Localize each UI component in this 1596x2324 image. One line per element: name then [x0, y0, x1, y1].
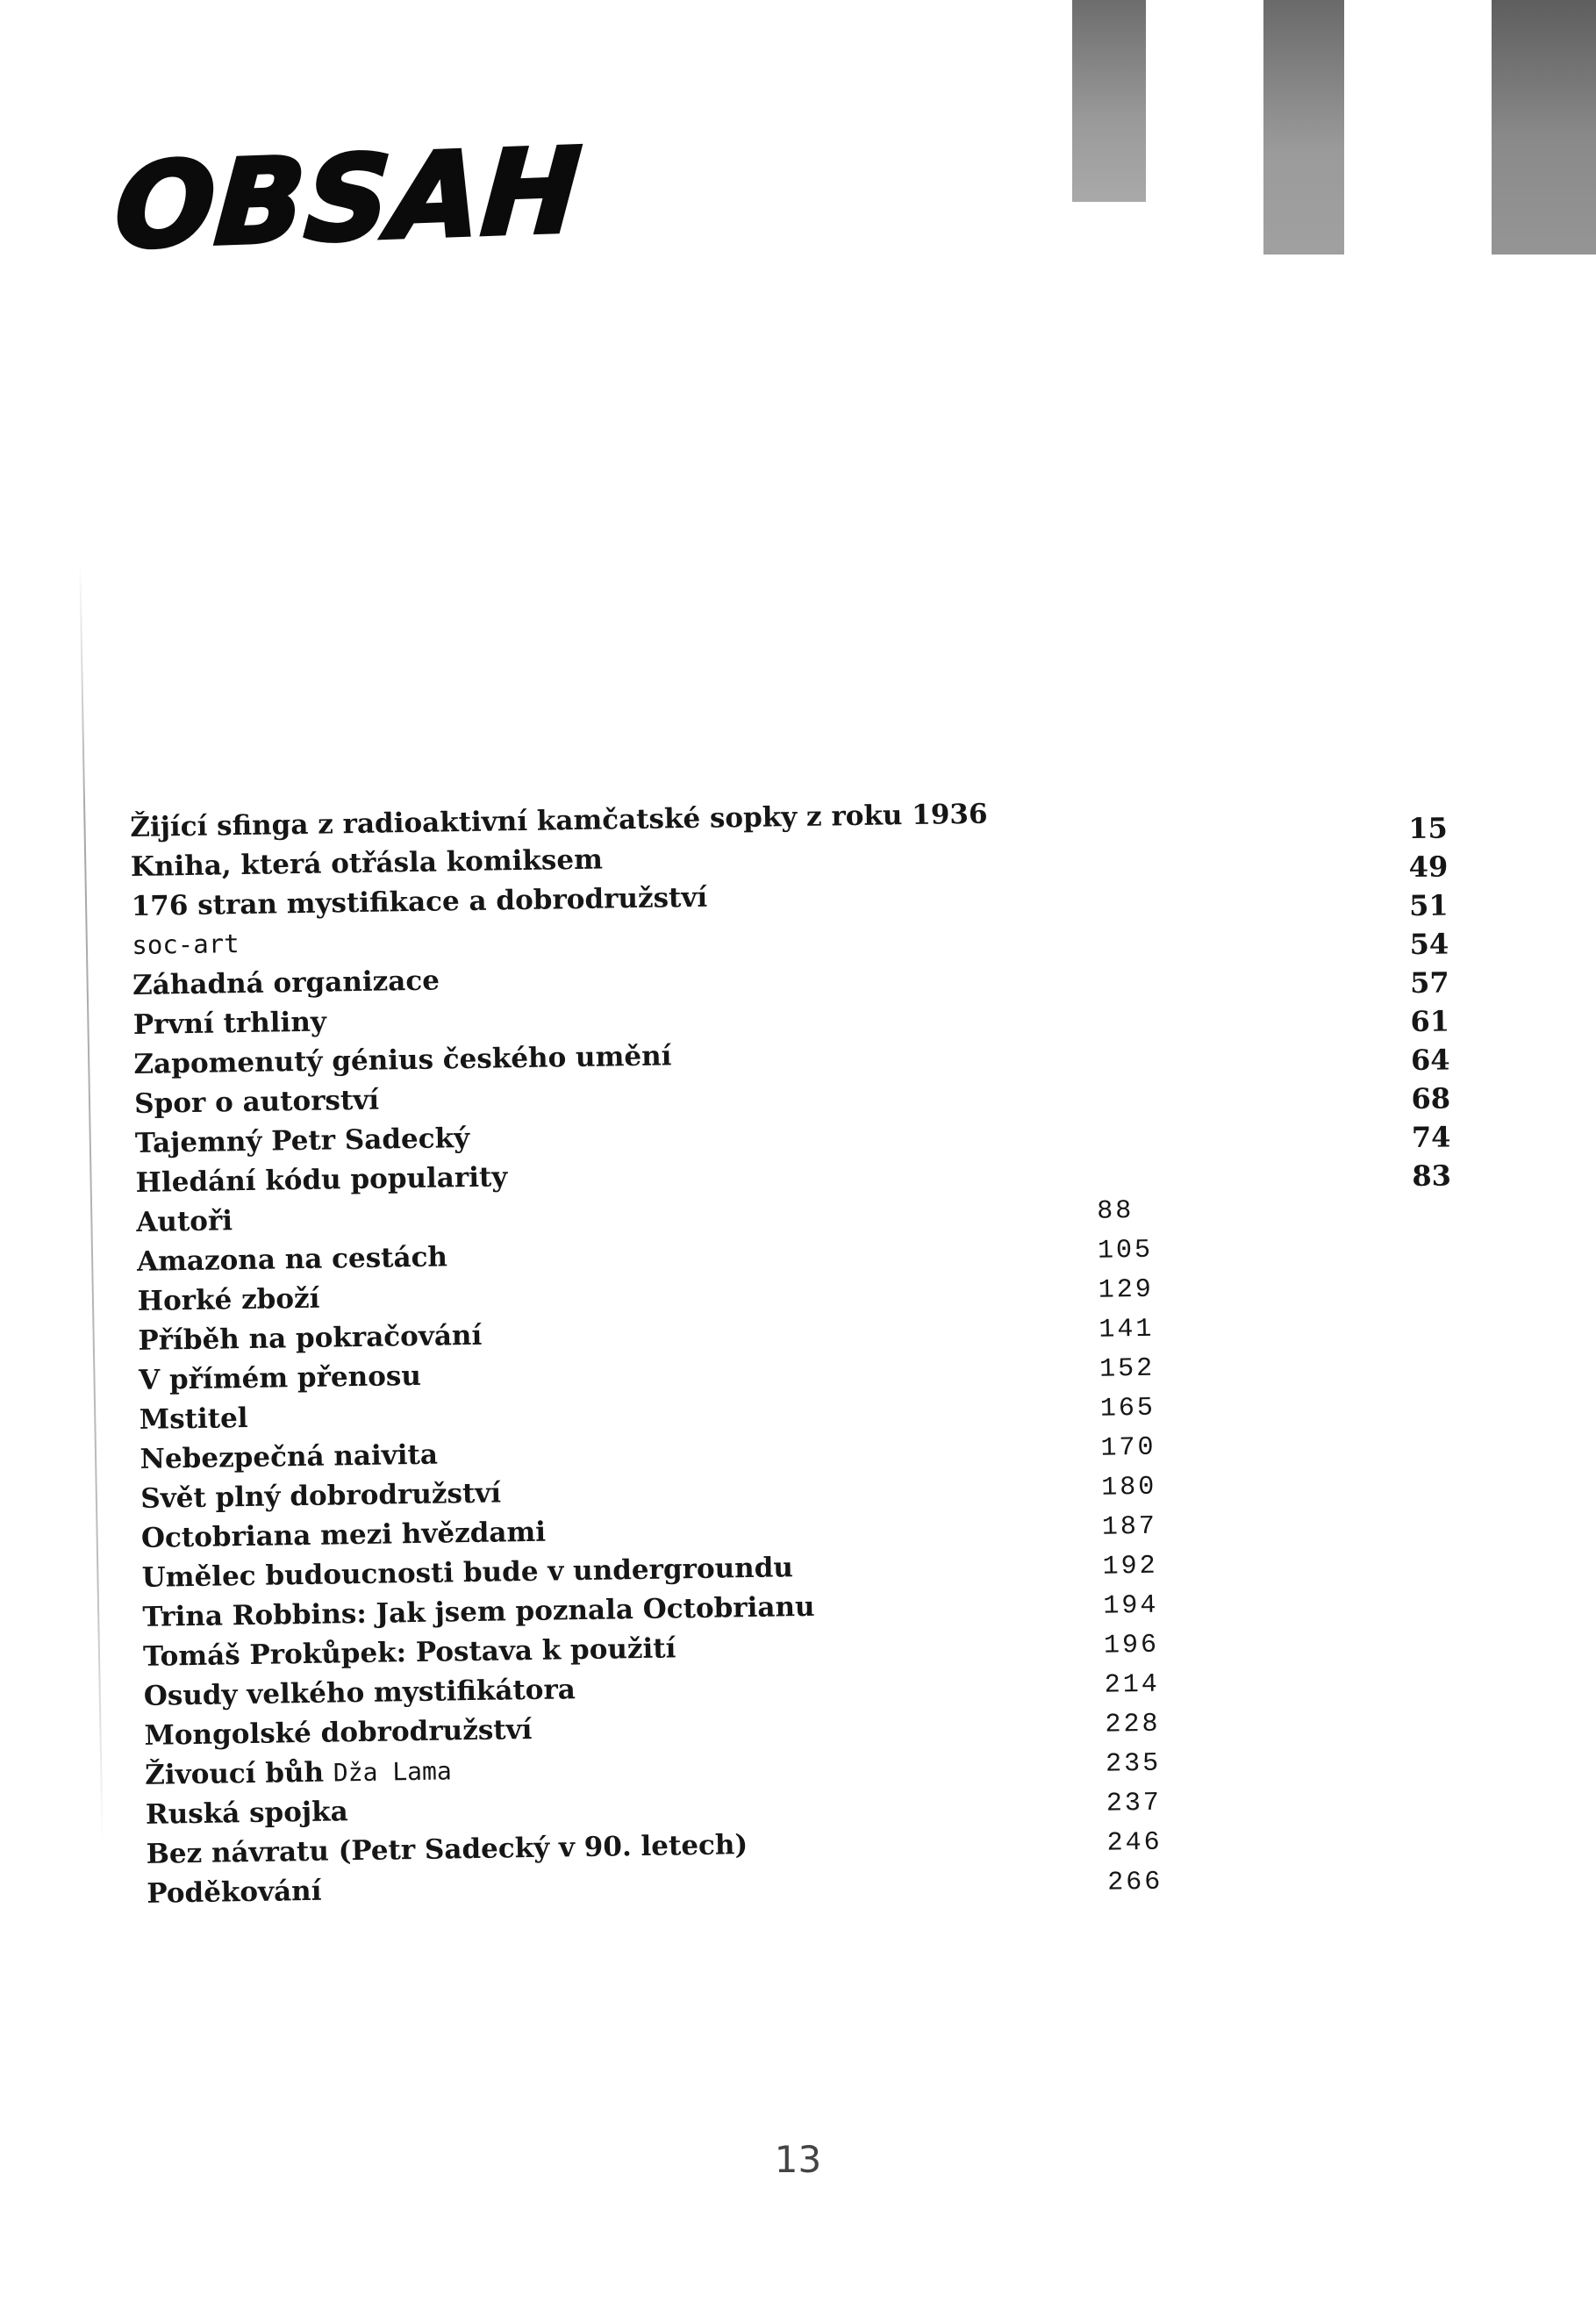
toc-entry-page: 152: [1099, 1353, 1156, 1385]
toc-entry-page: 246: [1106, 1827, 1163, 1859]
toc-entry-title-suffix: Dža Lama: [333, 1756, 452, 1788]
toc-entry-page: 187: [1101, 1511, 1158, 1543]
right-page-column: [1408, 808, 1483, 1195]
toc-entry-title: Zapomenutý génius českého umění: [133, 1040, 672, 1080]
toc-entry-title: Tomáš Prokůpek: Postava k použití: [142, 1632, 676, 1673]
toc-entry-title: Hledání kódu popularity: [135, 1161, 508, 1199]
toc-entry-title: Mongolské dobrodružství: [144, 1713, 533, 1752]
toc-entry-title: Trina Robbins: Jak jsem poznala Octobrianu: [142, 1590, 815, 1633]
toc-entry-title: Příběh na pokračování: [138, 1319, 483, 1357]
toc-entry-title: 176 stran mystifikace a dobrodružství: [131, 881, 708, 922]
toc-entry-page: 105: [1097, 1235, 1154, 1266]
toc-entry-title: Autoři: [136, 1205, 233, 1238]
toc-entry-page: 180: [1100, 1472, 1157, 1503]
toc-entry-title: Ruská spojka: [145, 1796, 348, 1831]
right-page-number: 64: [1410, 1043, 1450, 1077]
margin-line: [79, 562, 103, 1843]
right-page-number: 68: [1411, 1081, 1451, 1115]
toc-entry-title: Svět plný dobrodružství: [140, 1477, 502, 1515]
right-page-number: 51: [1408, 888, 1449, 922]
right-page-number: 49: [1408, 850, 1449, 884]
toc-entry-title: [145, 1754, 452, 1790]
scan-artifact-bar: [1263, 0, 1344, 255]
right-page-number: 74: [1411, 1120, 1451, 1154]
scan-artifact-bar: [1492, 0, 1596, 255]
toc-entry-page: 170: [1100, 1432, 1156, 1464]
scan-artifact-bar: [1072, 0, 1146, 202]
toc-entry-page: 228: [1105, 1709, 1161, 1740]
toc-entry-title: Umělec budoucnosti bude v undergroundu: [141, 1552, 794, 1594]
toc-entry-page: 165: [1099, 1393, 1156, 1424]
toc-entry-title: Kniha, která otřásla komiksem: [130, 843, 604, 883]
toc-entry-title: Tajemný Petr Sadecký: [134, 1122, 470, 1159]
toc-entry-title: Bez návratu (Petr Sadecký v 90. letech): [146, 1829, 748, 1870]
toc-entry-title: Poděkování: [147, 1875, 322, 1910]
page-number: 13: [774, 2138, 822, 2181]
toc-entry-title: Mstitel: [139, 1402, 248, 1436]
toc-entry-page: 237: [1106, 1788, 1163, 1819]
toc-entry-title: Spor o autorství: [133, 1084, 380, 1120]
toc-entry-title: První trhliny: [132, 1006, 327, 1041]
page-title: OBSAH: [111, 123, 586, 276]
right-page-number: 54: [1409, 927, 1449, 961]
toc-entry-page: 194: [1103, 1590, 1159, 1622]
right-page-number: 61: [1410, 1004, 1450, 1038]
toc-entry-title: Nebezpečná naivita: [140, 1438, 439, 1475]
toc-entry-title-main: Živoucí bůh: [144, 1756, 325, 1791]
toc-entry-page: 192: [1102, 1551, 1158, 1582]
toc-entry-page: 141: [1099, 1314, 1155, 1345]
toc-entry-page: 266: [1107, 1867, 1163, 1898]
right-page-number: 57: [1409, 965, 1449, 1000]
toc-entry-title: Amazona na cestách: [136, 1241, 448, 1278]
toc-entry-title: Osudy velkého mystifikátora: [143, 1674, 576, 1712]
table-of-contents: [130, 795, 1227, 1918]
toc-entry-title: Žijící sfinga z radioaktivní kamčatské sopky z roku 1936: [130, 798, 988, 843]
right-page-number: 15: [1408, 811, 1448, 845]
toc-entry-page: 196: [1103, 1630, 1160, 1661]
toc-entry-page: 88: [1097, 1196, 1134, 1227]
toc-entry-title: Záhadná organizace: [132, 965, 440, 1001]
toc-entry-page: 129: [1098, 1274, 1154, 1306]
toc-entry-title: V přímém přenosu: [138, 1359, 422, 1396]
toc-entry-page: 235: [1105, 1748, 1162, 1780]
toc-entry-title: Octobriana mezi hvězdami: [140, 1516, 547, 1554]
toc-entry-title: Horké zboží: [137, 1282, 320, 1317]
right-page-number: 83: [1412, 1158, 1452, 1193]
toc-entry-page: 214: [1104, 1669, 1161, 1701]
toc-entry-title: soc-art: [132, 929, 240, 960]
